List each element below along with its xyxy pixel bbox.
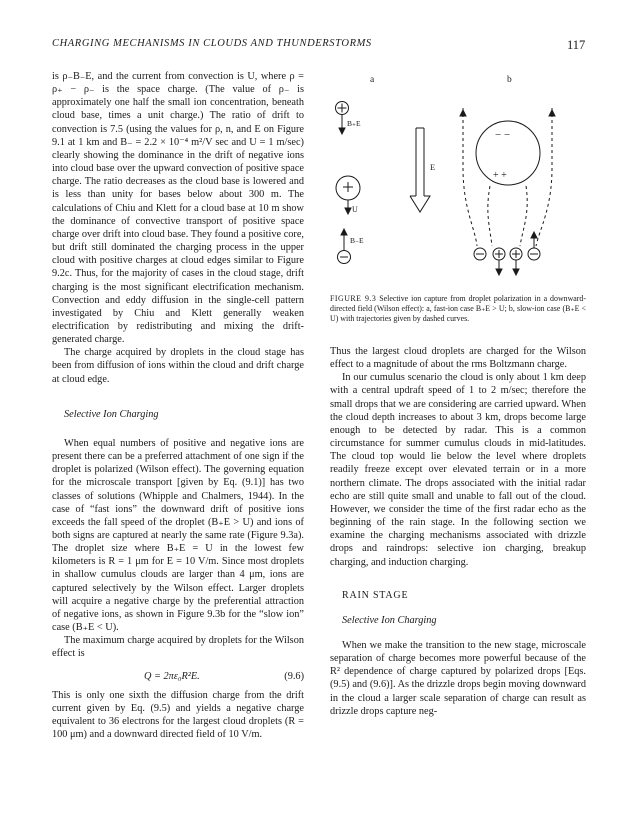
e-label: E: [430, 162, 436, 172]
running-head: CHARGING MECHANISMS IN CLOUDS AND THUNDERSTORMS: [52, 38, 372, 49]
bplus-e-label: B₊E: [347, 119, 361, 128]
left-column: [52, 70, 304, 741]
bottom-ion-negative-right: [528, 232, 540, 260]
figure-caption-label: FIGURE 9.3: [330, 294, 377, 303]
bottom-ion-negative-left: [474, 248, 486, 260]
section-heading: RAIN STAGE: [342, 589, 409, 601]
page-number: 117: [567, 38, 586, 52]
u-label: U: [352, 205, 358, 214]
paragraph: The charge acquired by droplets in the cloud stage has been from diffusion of ions within the cloud and drift charge at cloud edge.: [52, 347, 304, 385]
cloud-bottom-charge: + +: [493, 170, 507, 181]
cloud-top-charge: − −: [495, 129, 511, 141]
equation-number: (9.6): [284, 670, 304, 682]
paragraph: This is only one sixth the diffusion charge from the drift current given by Eq. (9.5) and yields a negative charge equivalent to 36 electrons for the largest cloud droplets (R = 100 μm) and a downward directed field of 10 V/m.: [52, 689, 304, 741]
figure-caption-text: Selective ion capture from droplet polarization in a downward-directed field (Wilson effect): a, fast-ion case B₊E > U; b, slow-ion case (B₊E < U) with trajectories given by dashed curves.: [330, 294, 586, 323]
paragraph: is ρ₋B₋E, and the current from convection is U, where ρ = ρ₊ − ρ₋ is the space charge. (The value of ρ₋ is approximately one half the small ion concentration, beneath cloud base, times a unit charge.) The ratio of drift to convection is 7.5 (using the values for ρ, n, and E on Figure 9.1 at 1 km and B₋ = 2.2 × 10⁻⁴ m²/V sec and U = 1 m/sec) clearly showing the dominance in the drift of negative ions into cloud base over the upward convection of positive space charge. The ratio decreases as the cloud base is lowered and is less than unity for bases below about 300 m. The calculations of Chiu and Klett for a cloud base at 10 m show the dominance of convective transport of positive space charge over drift into cloud base. They found a positive core, but drift still dominated the charging process in the upper cloud with positive charges at cloud edges similar to Figure 9.2c. Thus, for the majority of cases in the cloud stage, drift charging is the most significant electrification mechanism. Convection and eddy diffusion in the single-cell pattern investigated by Chiu and Klett generally weaken electrification by redistributing and mixing the drift-generated charge.: [52, 71, 304, 346]
negative-ion-icon: [338, 229, 351, 264]
bottom-ion-positive-center-left: [493, 248, 505, 275]
right-column: [330, 345, 586, 718]
panel-label-b: b: [507, 75, 512, 85]
paragraph: The maximum charge acquired by droplets for the Wilson effect is: [52, 635, 304, 660]
paragraph: When equal numbers of positive and negative ions are present there can be a preferred attachment of one sign if the droplet is polarized (Wilson effect). The governing equation for the microscale transport [given by Eq. (9.1)] has two classes of solutions (Whipple and Chalmers, 1944). In the case of “fast ions” the downward drift of positive ions exceeds the fall speed of the droplet (B₊E > U) and ions of both signs are captured at nearly the same rate (Figure 9.3a). The droplet size where B₊E = U in the lowest few kilometers is R = 1 μm for E = 10 V/m. Since most droplets in shallow cumulus clouds are larger than 4 μm, ions are captured selectively by the Wilson effect. Larger droplets will acquire a negative charge by the preferential attraction of negative ions, as shown in Figure 9.3b for the “slow ion” case (B₊E < U).: [52, 437, 304, 634]
figure-9-3: [330, 68, 586, 286]
bminus-e-label: B₋E: [350, 236, 364, 245]
figure-drawing: [330, 68, 586, 286]
paragraph: When we make the transition to the new stage, microscale separation of charge becomes more powerful because of the R² dependence of charge captured by polarized drops [Eqs. (9.5) and (9.6)]. As the drizzle drops begin moving downward in the cloud a larger scale separation of charge can result as drizzle drops capture neg-: [330, 639, 586, 717]
panel-label-a: a: [370, 75, 375, 85]
field-arrow-icon: [410, 128, 430, 212]
figure-caption: [330, 294, 586, 324]
subsection-heading: Selective Ion Charging: [64, 408, 159, 420]
subsection-heading: Selective Ion Charging: [342, 614, 437, 626]
positive-ion-icon: [336, 102, 349, 135]
paragraph: In our cumulus scenario the cloud is only about 1 km deep with a central updraft speed of 1 to 2 m/sec; therefore the small drops that we are considering are carried upward. When the cloud depth increases to about 3 km, drops become large enough to be detected by radar. This is a common circumstance for summer cumulus clouds in mid-latitudes. The cloud top would lie below the level where droplets readily freeze except over elevated terrain or in a more northern climate. The drops associated with the initial radar echo are still quite small and unable to fall out of the cloud. However, we consider the time of the first radar echo as the beginning of the rain stage. In the following section we examine the charging mechanisms associated with drizzle drops and raindrops: selective ion charging, breakup charging, and induction charging.: [330, 372, 586, 568]
trajectory-arrows: [460, 110, 555, 116]
bottom-ion-positive-center-right: [510, 248, 522, 275]
equation: [52, 667, 304, 685]
paragraph: Thus the largest cloud droplets are charged for the Wilson effect to a magnitude of about the rms Boltzmann charge.: [330, 346, 586, 371]
equation-body: Q = 2πε₀R²E.: [144, 670, 200, 682]
